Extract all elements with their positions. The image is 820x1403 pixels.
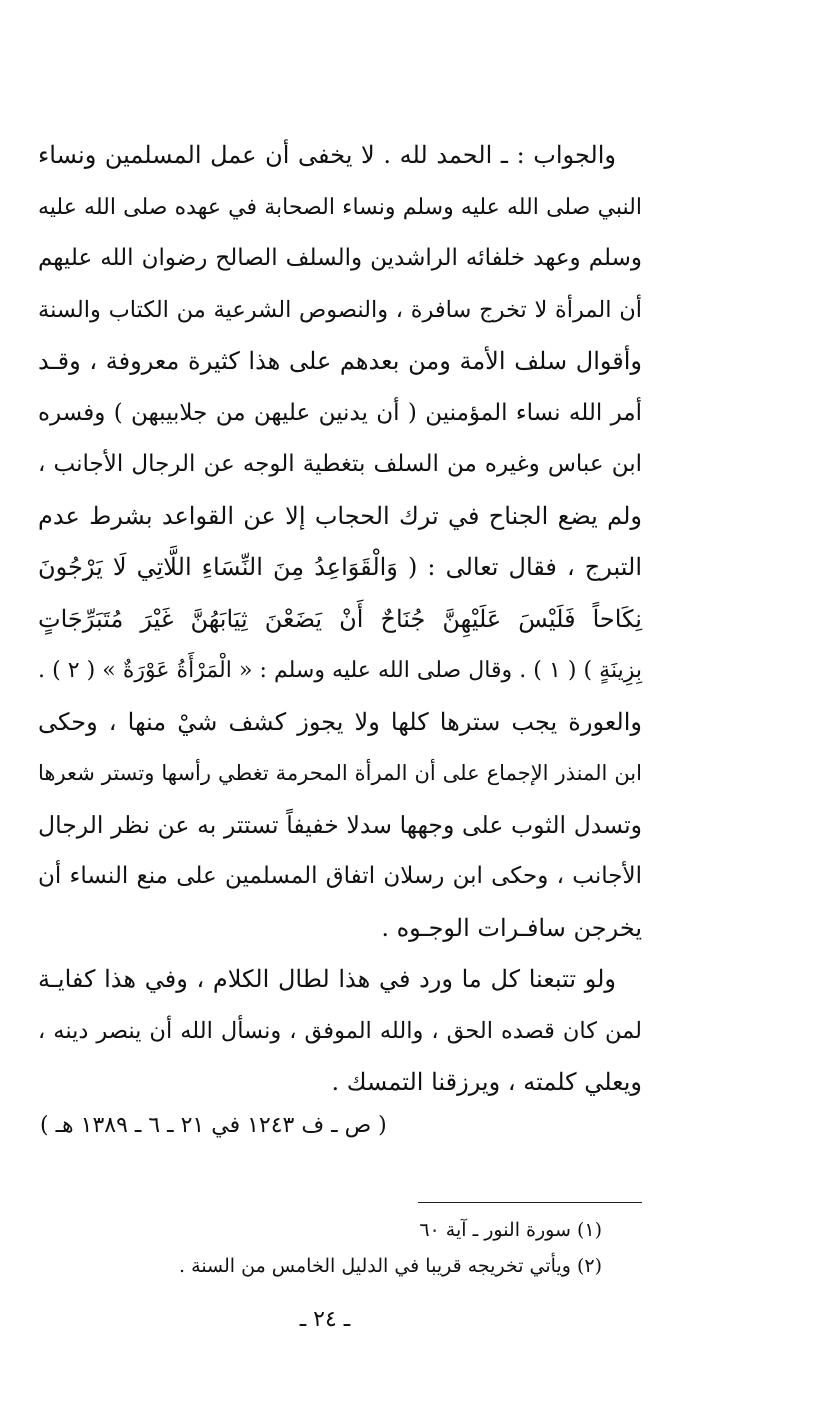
page-number: ـ ٢٤ ـ <box>299 1307 351 1332</box>
text-line: ولو تتبعنا كل ما ورد في هذا لطال الكلام ، وفي هذا كفايـة <box>38 965 616 993</box>
text-line: ويعلي كلمته ، ويرزقنا التمسك . <box>331 1068 642 1096</box>
body-text <box>38 130 642 1109</box>
footnote-divider <box>418 1202 642 1203</box>
text-line: والجواب : ـ الحمد لله . لا يخفى أن عمل المسلمين ونساء <box>38 141 616 169</box>
text-line: لمن كان قصده الحق ، والله الموفق ، ونسأل الله أن ينصر دينه ، <box>38 1017 642 1044</box>
text-line: وسلم وعهد خلفائه الراشدين والسلف الصالح رضوان الله عليهم <box>38 245 642 271</box>
text-line: النبي صلى الله عليه وسلم ونساء الصحابة في عهده صلى الله عليه <box>38 194 642 220</box>
text-line: والعورة يجب سترها كلها ولا يجوز كشف شيْ منها ، وحكى <box>38 707 642 736</box>
quran-verse-line: التبرج ، فقال تعالى : ( وَالْقَوَاعِدُ مِنَ النِّسَاءِ اللَّاتِي لَا يَرْجُونَ <box>38 553 642 581</box>
footnote-2: (٢) ويأتي تخريجه قريبا في الدليل الخامس من السنة . <box>179 1255 602 1277</box>
text-line: الأجانب ، وحكى ابن رسلان اتفاق المسلمين على منع النساء أن <box>38 863 642 889</box>
text-line: وأقوال سلف الأمة ومن بعدهم على هذا كثيرة معروفة ، وقـد <box>38 347 642 375</box>
text-line: ابن عباس وغيره من السلف بتغطية الوجه عن الرجال الأجانب ، <box>38 451 642 477</box>
footnotes <box>150 1212 602 1284</box>
text-line: وتسدل الثوب على وجهها سدلا خفيفاً تستتر به عن نظر الرجال <box>38 810 642 839</box>
text-line: ابن المنذر الإجماع على أن المرأة المحرمة تغطي رأسها وتستر شعرها <box>38 761 642 785</box>
text-line: ولم يضع الجناح في ترك الحجاب إلا عن القواعد بشرط عدم <box>38 501 642 530</box>
fatwa-citation: ( ص ـ ف ١٢٤٣ في ٢١ ـ ٦ ـ ١٣٨٩ هـ ) <box>40 1113 387 1138</box>
hadith-line: بِزِينَةٍ ) ( ١ ) . وقال صلى الله عليه وسلم : « الْمَرْأَةُ عَوْرَةٌ » ( ٢ ) . <box>38 658 642 683</box>
text-line: يخرجن سافـرات الوجـوه . <box>381 913 642 942</box>
footnote-1: (١) سورة النور ـ آية ٦٠ <box>419 1219 602 1241</box>
text-line: أن المرأة لا تخرج سافرة ، والنصوص الشرعية من الكتاب والسنة <box>38 296 642 323</box>
text-line: أمر الله نساء المؤمنين ( أن يدنين عليهن من جلابيبهن ) وفسره <box>38 399 642 426</box>
quran-verse-line: نِكَاحاً فَلَيْسَ عَلَيْهِنَّ جُنَاحٌ أَنْ يَضَعْنَ ثِيَابَهُنَّ غَيْرَ مُتَبَرِّجَاتٍ <box>38 604 642 633</box>
